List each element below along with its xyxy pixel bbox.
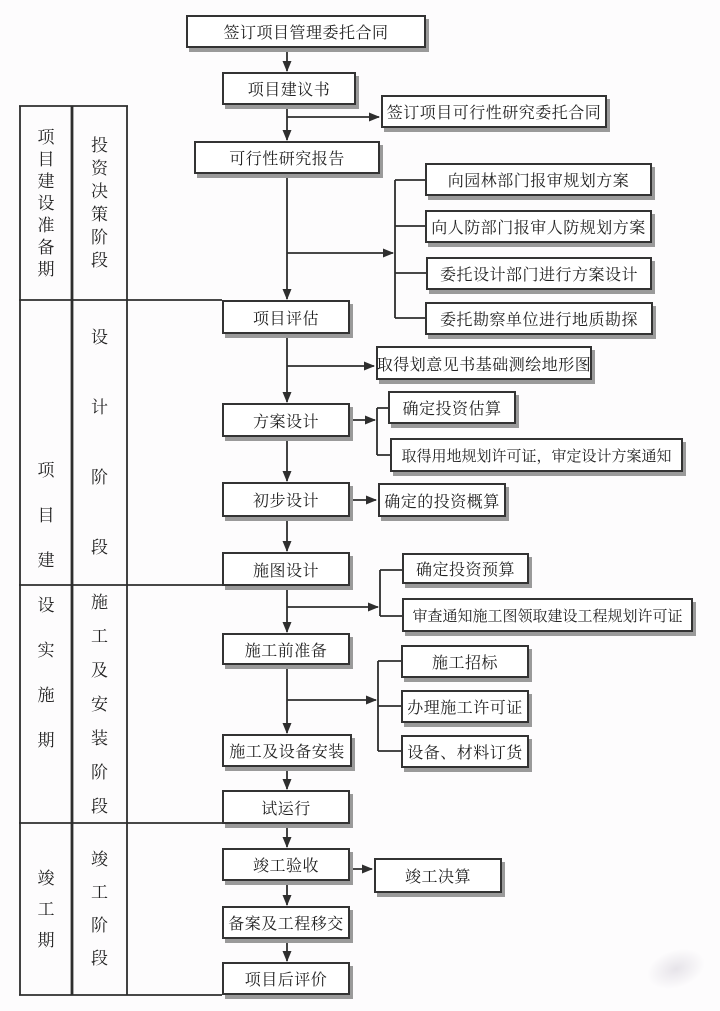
- flow-box-project-proposal: [222, 72, 356, 105]
- bracket-drawing-design: [380, 570, 402, 616]
- phase-cell-design-stage: 设 计 阶 段: [91, 328, 108, 557]
- flow-box-label: 项目评估: [252, 310, 319, 328]
- flow-box-preliminary-design: [222, 482, 350, 517]
- flow-box-label: 施图设计: [252, 562, 319, 580]
- side-box-review-drawing-obtain-permit: [402, 598, 693, 632]
- phase-cell-preparation-period: 项 目 建 设 准 备 期: [37, 127, 55, 279]
- flow-box-scheme-design: [222, 403, 350, 437]
- side-box-equipment-material-ordering: [401, 735, 529, 768]
- phase-cell-investment-decision-stage: 投 资 决 策 阶 段: [91, 136, 108, 270]
- flow-box-label: 竣工验收: [252, 858, 319, 875]
- side-box-report-garden-planning: [425, 163, 652, 196]
- flow-box-trial-run: [222, 790, 350, 824]
- side-box-label: 办理施工许可证: [407, 700, 523, 717]
- side-box-report-civil-defense-planning: [425, 210, 652, 243]
- side-box-label: 委托勘察单位进行地质勘探: [439, 312, 638, 329]
- flow-box-sign-management-contract: [186, 15, 426, 48]
- side-box-label: 向园林部门报审规划方案: [447, 173, 630, 190]
- side-box-confirm-investment-budget: [402, 553, 529, 584]
- side-box-label: 委托设计部门进行方案设计: [439, 267, 638, 284]
- flow-box-filing-and-handover: [222, 906, 350, 939]
- flow-box-label: 项目建议书: [247, 82, 331, 99]
- flow-box-feasibility-report: [194, 141, 380, 174]
- flow-box-construction-equipment-installation: [222, 734, 352, 767]
- side-box-label: 确定的投资概算: [384, 493, 500, 511]
- phase-cell-completion-period: 竣 工 期: [37, 868, 55, 950]
- side-box-label: 向人防部门报审人防规划方案: [431, 220, 646, 237]
- side-box-label: 取得划意见书基础测绘地形图: [376, 356, 592, 374]
- flow-box-project-evaluation: [222, 300, 350, 334]
- bracket-pre-construction: [378, 661, 401, 751]
- side-box-handle-construction-permit: [401, 690, 529, 723]
- side-box-label: 施工招标: [431, 655, 498, 672]
- side-box-confirm-investment-approximate: [378, 483, 506, 517]
- flow-box-label: 方案设计: [252, 413, 319, 431]
- side-box-label: 设备、材料订货: [407, 745, 523, 762]
- flow-box-label: 试运行: [261, 800, 311, 818]
- side-box-completion-final-accounts: [374, 858, 502, 893]
- flow-box-label: 项目后评价: [244, 972, 328, 989]
- flow-box-post-project-evaluation: [222, 962, 350, 995]
- side-box-label: 确定投资估算: [402, 401, 502, 418]
- flow-box-label: 初步设计: [252, 493, 319, 510]
- side-box-obtain-planning-opinion-map: [376, 346, 592, 380]
- flow-box-label: 备案及工程移交: [228, 916, 344, 933]
- phase-cell-completion-stage: 竣 工 阶 段: [91, 850, 108, 968]
- side-box-label: 竣工决算: [404, 869, 471, 886]
- flow-box-pre-construction-preparation: [222, 633, 350, 665]
- flow-box-label: 施工及设备安装: [229, 744, 345, 761]
- flow-box-label: 可行性研究报告: [229, 151, 345, 168]
- side-box-confirm-investment-estimate: [388, 391, 516, 424]
- phase-cell-implementation-period: 项 目 建 设 实 施 期: [37, 461, 55, 750]
- flow-box-label: 签订项目管理委托合同: [223, 25, 389, 42]
- side-box-label: 签订项目可行性研究委托合同: [386, 105, 602, 122]
- phase-cell-construction-installation-stage: 施 工 及 安 装 阶 段: [91, 592, 108, 816]
- side-box-label: 确定投资预算: [415, 562, 515, 579]
- side-box-label: 审查通知施工图领取建设工程规划许可证: [412, 608, 683, 625]
- side-box-feasibility-study-contract: [381, 95, 607, 128]
- flow-box-construction-drawing-design: [222, 552, 350, 586]
- side-box-obtain-land-permit: [390, 438, 683, 472]
- side-spine: [395, 180, 426, 318]
- flow-box-label: 施工前准备: [244, 642, 328, 660]
- flow-box-completion-acceptance: [222, 848, 350, 881]
- side-box-label: 取得用地规划许可证，审定设计方案通知: [401, 448, 672, 465]
- side-box-entrust-scheme-design: [426, 257, 652, 290]
- side-box-construction-bidding: [401, 645, 529, 678]
- side-box-entrust-geological-survey: [425, 302, 653, 335]
